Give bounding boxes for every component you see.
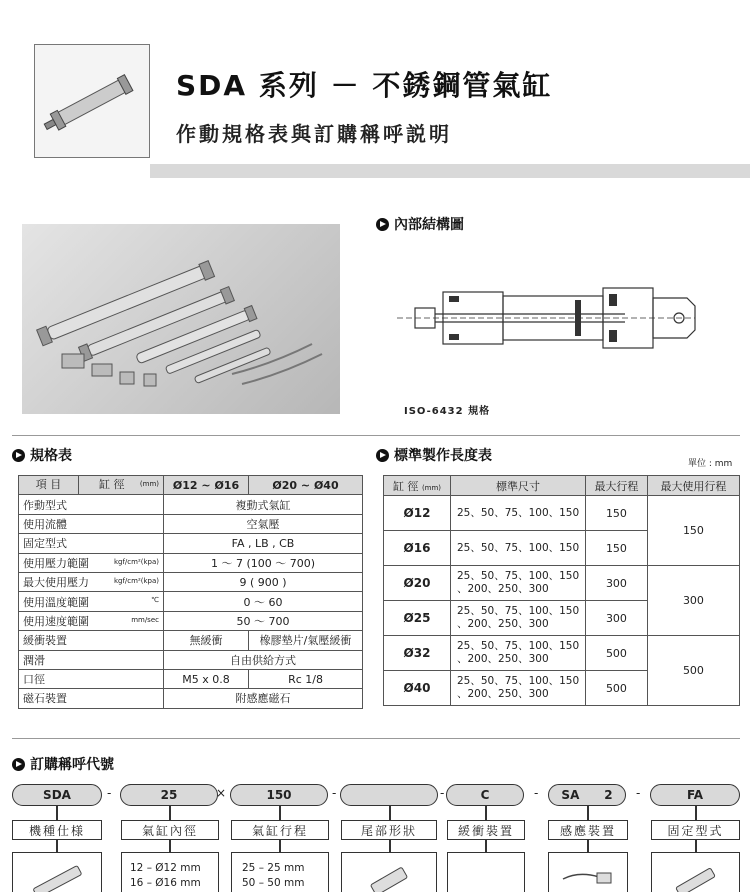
code-cushion: C [446,784,524,806]
table-row: 使用溫度範圍 ℃ 0 ～ 60 [19,592,363,611]
table-row: Ø25 25、50、75、100、150 、200、250、300 300 [384,601,740,636]
structure-section-title: 內部結構圖 [376,214,464,234]
table-row: Ø40 25、50、75、100、150 、200、250、300 500 [384,671,740,706]
product-thumbnail [34,44,150,158]
section-divider [12,435,740,436]
stroke-section-title: 標準製作長度表 [376,445,492,465]
code-bore: 25 [120,784,218,806]
option-box-mount [651,852,740,892]
arrow-bullet-icon [376,449,389,462]
option-box-tail [341,852,437,892]
code-model: SDA [12,784,102,806]
product-photo [22,224,340,414]
option-box-cushion [447,852,525,892]
header-bar [150,164,750,178]
code-mount: FA [650,784,740,806]
header-item-cell: 項 目 缸 徑 (mm) [19,476,164,495]
option-box-sensor [548,852,628,892]
code-stroke: 150 [230,784,328,806]
table-row: 使用壓力範圍 kgf/cm²(kpa) 1 ～ 7 (100 ～ 700) [19,553,363,572]
header-col1: Ø12 ~ Ø16 [164,476,249,495]
arrow-bullet-icon [376,218,389,231]
table-row: 磁石裝置 附感應磁石 [19,689,363,708]
table-header-row: 缸 徑 (mm) 標準尺寸 最大行程 最大使用行程 [384,476,740,496]
option-box-bore: 12 – Ø12 mm 16 – Ø16 mm [121,852,219,892]
category-cushion: 緩衝裝置 [447,820,525,840]
section-divider [12,738,740,739]
page-subtitle: 作動規格表與訂購稱呼説明 [176,122,452,146]
table-row: 使用流體 空氣壓 [19,514,363,533]
spec-section-title: 規格表 [12,445,72,465]
table-row: 使用速度範圍 mm/sec 50 ～ 700 [19,611,363,630]
order-code-row: SDA - 25 × 150 - - C - SA 2 - FA [12,784,750,808]
table-row: Ø20 25、50、75、100、150 、200、250、300 300 300 [384,566,740,601]
page-title: SDA 系列 － 不銹鋼管氣缸 [176,69,553,102]
category-tail: 尾部形狀 [341,820,437,840]
spec-table [18,475,363,709]
stroke-table [383,475,740,706]
table-row: 最大使用壓力 kgf/cm²(kpa) 9 ( 900 ) [19,572,363,591]
arrow-bullet-icon [12,758,25,771]
table-header-row [19,476,363,495]
table-row: 口徑 M5 x 0.8 Rc 1/8 [19,669,363,688]
code-sensor: SA 2 [548,784,626,806]
arrow-bullet-icon [12,449,25,462]
table-row: 潤滑 自由供給方式 [19,650,363,669]
category-stroke: 氣缸行程 [231,820,329,840]
structure-caption: ISO-6432 規格 [404,406,491,417]
table-row: 固定型式 FA , LB , CB [19,534,363,553]
internal-structure-diagram [395,270,705,370]
option-box-stroke: 25 – 25 mm 50 – 50 mm [231,852,329,892]
header-col2: Ø20 ~ Ø40 [249,476,363,495]
category-model: 機種仕様 [12,820,102,840]
unit-label: 單位 : mm [688,459,733,469]
category-mount: 固定型式 [651,820,740,840]
option-box-model [12,852,102,892]
order-section-title: 訂購稱呼代號 [12,754,114,774]
category-bore: 氣缸內徑 [121,820,219,840]
table-row: Ø32 25、50、75、100、150 、200、250、300 500 500 [384,636,740,671]
category-sensor: 感應裝置 [548,820,628,840]
table-row: 作動型式 複動式氣缸 [19,495,363,514]
table-row: Ø12 25、50、75、100、150 150 150 [384,496,740,531]
code-tail [340,784,438,806]
table-row: Ø16 25、50、75、100、150 150 [384,531,740,566]
table-row: 緩衝裝置 無緩衝 橡膠墊片/氣壓緩衝 [19,631,363,650]
